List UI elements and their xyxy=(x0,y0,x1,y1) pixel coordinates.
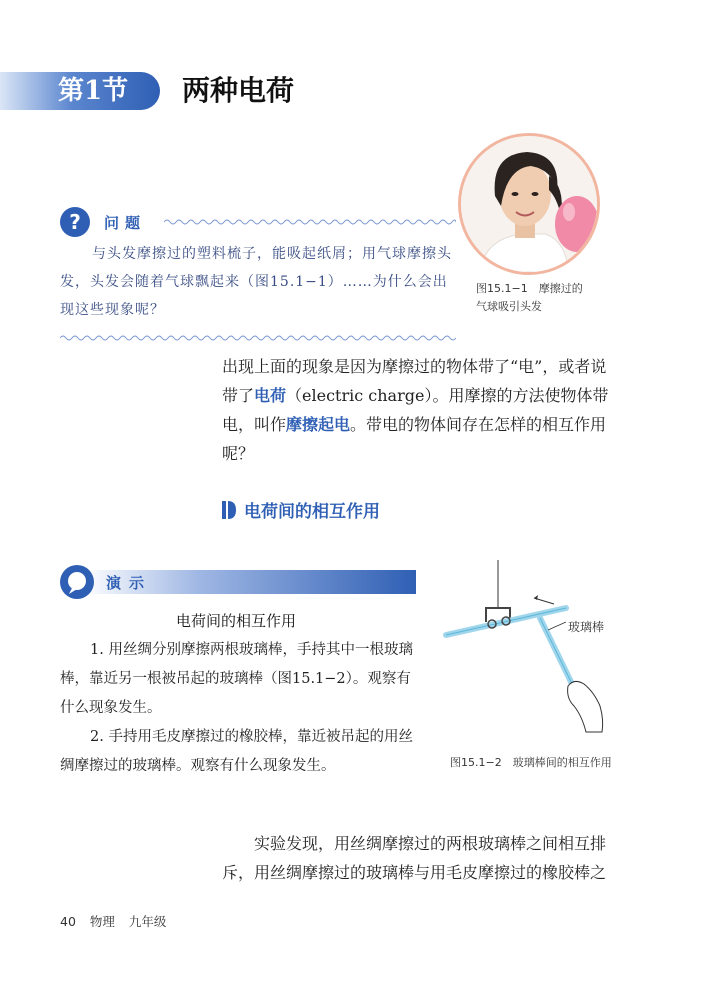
speech-bubble-icon xyxy=(60,565,94,599)
glass-rod-label: 玻璃棒 xyxy=(568,620,605,634)
conclusion-paragraph xyxy=(222,829,642,887)
wavy-divider-bottom xyxy=(60,334,456,342)
question-text: 与头发摩擦过的塑料梳子，能吸起纸屑；用气球摩擦头发，头发会随着气球飘起来（图15.1−1）……为什么会出现这些现象呢？ xyxy=(60,246,452,318)
intro-part2: （electric charge）。用摩擦的方法使物体带电，叫作 xyxy=(222,386,609,434)
subheading: 电荷间的相互作用 xyxy=(244,502,380,522)
intro-part1: 出现上面的现象是因为摩擦过的物体带了“电”，或者说带了 xyxy=(222,357,607,405)
subheading-marker-icon xyxy=(222,501,236,519)
girl-balloon-photo xyxy=(458,133,600,275)
question-icon: ? xyxy=(60,207,90,237)
intro-paragraph xyxy=(222,352,622,468)
figure-2-caption: 图15.1−2 玻璃棒间的相互作用 xyxy=(450,756,612,769)
term-electric-charge: 电荷 xyxy=(254,386,287,405)
glass-rod-diagram xyxy=(436,560,636,735)
figure-1-caption-line2: 气球吸引头发 xyxy=(476,300,542,313)
conclusion-line-2: 斥，用丝绸摩擦过的玻璃棒与用毛皮摩擦过的橡胶棒之 xyxy=(222,863,607,882)
demo-step-2: 2. 手持用毛皮摩擦过的橡胶棒，靠近被吊起的用丝绸摩擦过的玻璃棒。观察有什么现象发生。 xyxy=(60,729,413,774)
demo-step-1: 1. 用丝绸分别摩擦两根玻璃棒，手持其中一根玻璃棒，靠近另一根被吊起的玻璃棒（图15.1−2）。观察有什么现象发生。 xyxy=(60,642,413,716)
figure-1-caption xyxy=(476,280,606,316)
section-number: 第1节 xyxy=(58,76,129,106)
demo-steps xyxy=(60,636,420,781)
figure-1-caption-line1: 图15.1−1 摩擦过的 xyxy=(476,282,583,295)
demo-subtitle: 电荷间的相互作用 xyxy=(176,612,297,630)
wavy-divider-top xyxy=(164,218,456,226)
page-footer xyxy=(60,912,176,930)
intro-part3: 。带电的物体间存在怎样的相互作用呢？ xyxy=(222,415,607,463)
demo-label: 演示 xyxy=(106,574,153,592)
question-label: 问题 xyxy=(104,214,147,232)
conclusion-line-1: 实验发现，用丝绸摩擦过的两根玻璃棒之间相互排 xyxy=(254,834,607,853)
section-title: 两种电荷 xyxy=(182,74,295,107)
subject-name: 物理 xyxy=(89,914,115,929)
term-friction-charging: 摩擦起电 xyxy=(286,415,351,434)
page-number: 40 xyxy=(60,914,76,929)
grade-level: 九年级 xyxy=(128,914,167,929)
